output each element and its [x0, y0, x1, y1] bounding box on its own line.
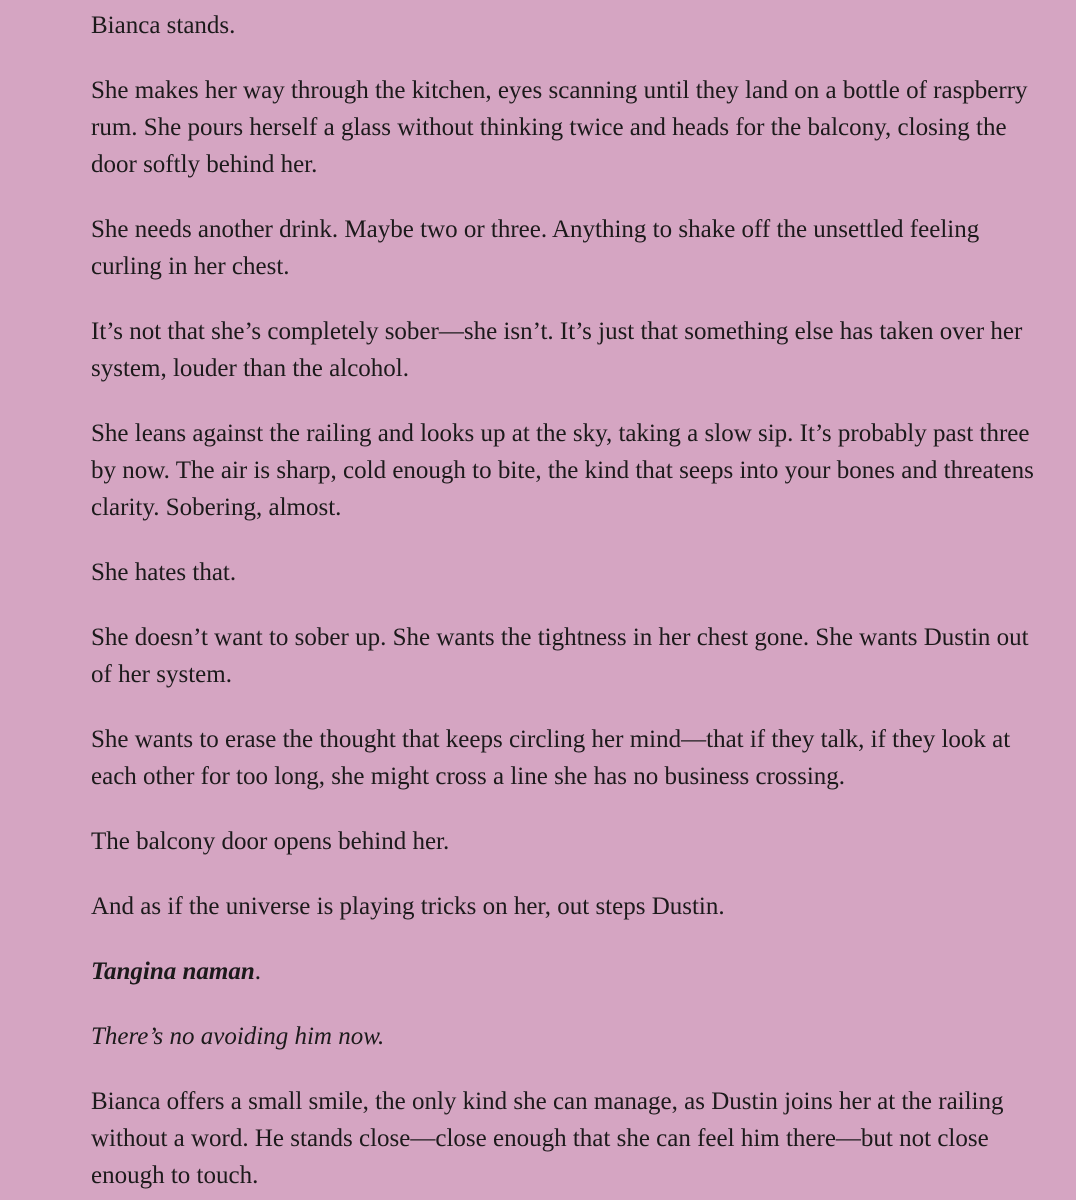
paragraph-9: The balcony door opens behind her.	[91, 828, 450, 855]
italic-line: There’s no avoiding him now.	[91, 1023, 385, 1050]
paragraph-5: She leans against the railing and looks up at the sky, taking a slow sip. It’s probably past three by now. The air is sharp, cold enough to bite, the kind that seeps into your bones and threatens clarity. Sobering, almost.	[91, 420, 1034, 521]
bold-italic-phrase: Tangina naman	[91, 958, 255, 985]
paragraph-13: Bianca offers a small smile, the only kind she can manage, as Dustin joins her at the railing without a word. He stands close—close enough that she can feel him there—but not close enough to touch.	[91, 1088, 1004, 1189]
paragraph-7: She doesn’t want to sober up. She wants the tightness in her chest gone. She wants Dustin out of her system.	[91, 624, 1029, 688]
paragraph-3: She needs another drink. Maybe two or three. Anything to shake off the unsettled feeling curling in her chest.	[91, 216, 980, 280]
emphasis-line	[91, 953, 1036, 990]
emphasis-period: .	[254, 958, 261, 985]
paragraph-6: She hates that.	[91, 559, 237, 586]
paragraph-4: It’s not that she’s completely sober—she isn’t. It’s just that something else has taken over her system, louder than the alcohol.	[91, 318, 1023, 382]
paragraph-10: And as if the universe is playing tricks on her, out steps Dustin.	[91, 893, 725, 920]
paragraph-1: Bianca stands.	[91, 12, 236, 39]
paragraph-2: She makes her way through the kitchen, eyes scanning until they land on a bottle of raspberry rum. She pours herself a glass without thinking twice and heads for the balcony, closing the door softly behind her.	[91, 77, 1028, 178]
paragraph-8: She wants to erase the thought that keeps circling her mind—that if they talk, if they look at each other for too long, she might cross a line she has no business crossing.	[91, 726, 1011, 790]
